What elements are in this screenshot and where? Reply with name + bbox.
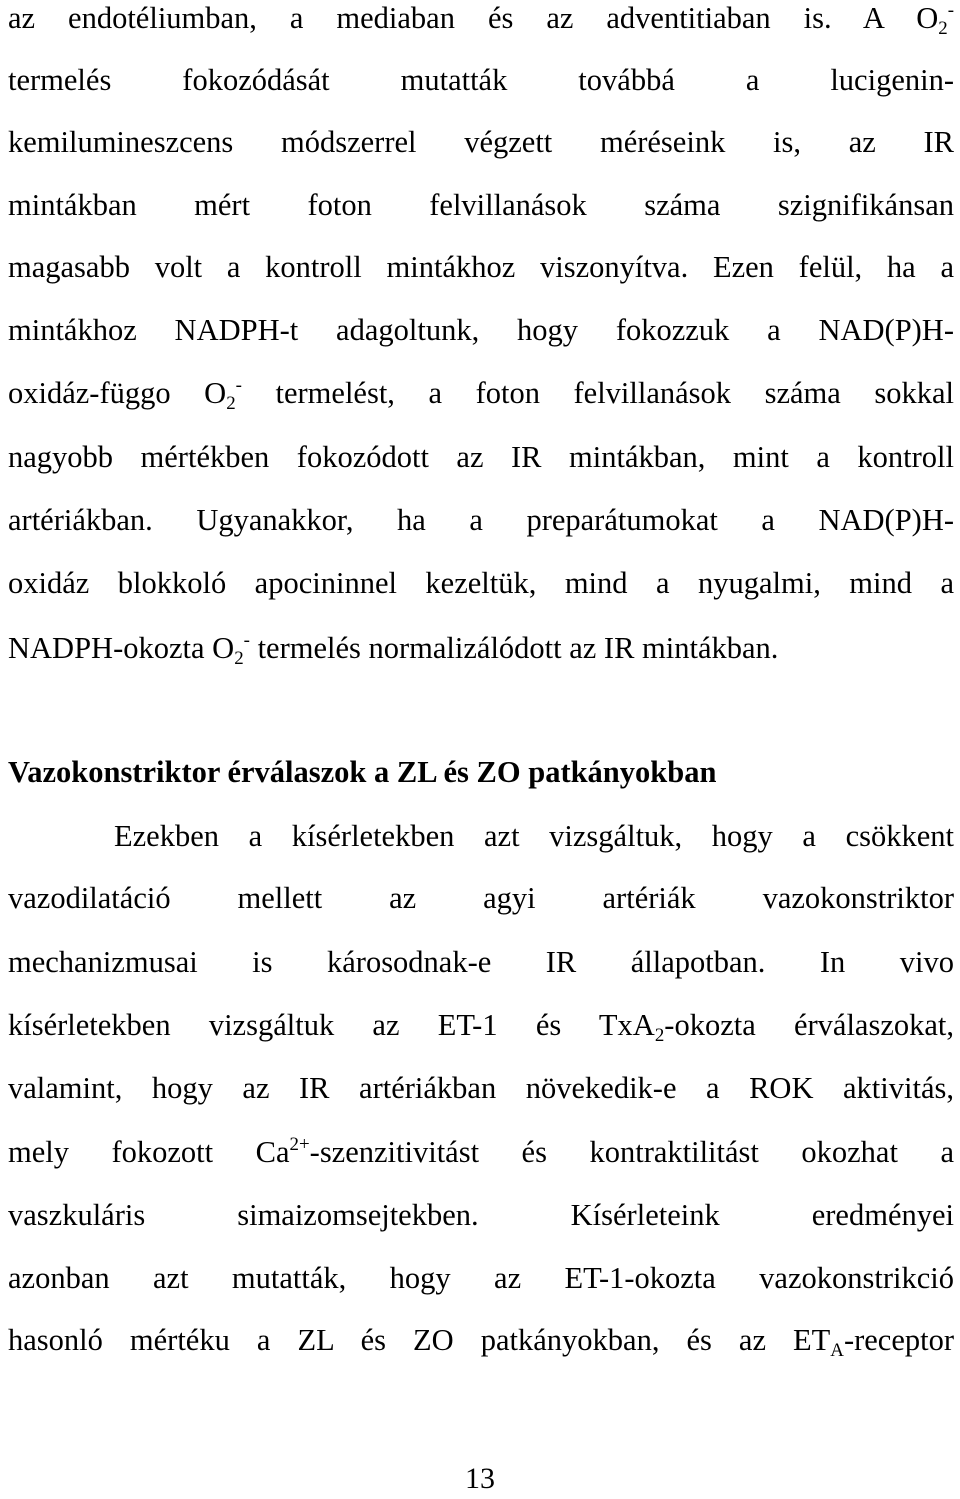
text-run: kísérletekben vizsgáltuk az ET-1 és TxA — [8, 1008, 655, 1042]
text-run: -receptor — [843, 1323, 954, 1357]
paragraph-1-line-5: magasabb volt a kontroll mintákhoz viszonyítva. Ezen felül, ha a — [8, 250, 954, 284]
subscript: 2 — [234, 648, 244, 670]
superscript: - — [947, 0, 954, 22]
paragraph-1-line-2: termelés fokozódását mutatták továbbá a lucigenin- — [8, 63, 954, 97]
text-run: hasonló mértéku a ZL és ZO patkányokban, és az ET — [8, 1323, 831, 1357]
paragraph-1-line-11 — [8, 630, 954, 670]
subscript: 2 — [226, 393, 236, 415]
superscript: - — [243, 630, 250, 652]
text-run: termelést, a foton felvillanások száma sokkal — [241, 376, 954, 410]
text-run: mely fokozott Ca — [8, 1135, 290, 1169]
paragraph-2-line-8: azonban azt mutatták, hogy az ET-1-okozta vazokonstrikció — [8, 1261, 954, 1295]
paragraph-2-line-5: valamint, hogy az IR artériákban növekedik-e a ROK aktivitás, — [8, 1071, 954, 1105]
paragraph-1-line-10: oxidáz blokkoló apocininnel kezeltük, mind a nyugalmi, mind a — [8, 566, 954, 600]
paragraph-1-line-8: nagyobb mértékben fokozódott az IR mintákban, mint a kontroll — [8, 440, 954, 474]
paragraph-2-line-9 — [8, 1322, 954, 1362]
superscript: 2+ — [289, 1134, 310, 1156]
paragraph-1-line-9: artériákban. Ugyanakkor, ha a preparátumokat a NAD(P)H- — [8, 503, 954, 537]
text-run: termelés normalizálódott az IR mintákban. — [249, 631, 779, 665]
paragraph-2-line-2: vazodilatáció mellett az agyi artériák vazokonstriktor — [8, 881, 954, 915]
paragraph-2-line-7: vaszkuláris simaizomsejtekben. Kísérleteink eredményei — [8, 1198, 954, 1232]
text-run: oxidáz-függo O — [8, 376, 227, 410]
text-run: NADPH-okozta O — [8, 631, 235, 665]
paragraph-1-line-1 — [8, 0, 954, 40]
page-number: 13 — [465, 1462, 495, 1495]
paragraph-2-line-3: mechanizmusai is károsodnak-e IR állapotban. In vivo — [8, 945, 954, 979]
paragraph-1-line-6: mintákhoz NADPH-t adagoltunk, hogy fokozzuk a NAD(P)H- — [8, 313, 954, 347]
paragraph-1-line-7 — [8, 375, 954, 415]
text-run: -szenzitivitást és kontraktilitást okozhat a — [309, 1135, 954, 1169]
text-run: -okozta érválaszokat, — [664, 1008, 955, 1042]
paragraph-1-line-3: kemilumineszcens módszerrel végzett méréseink is, az IR — [8, 125, 954, 159]
paragraph-1-line-4: mintákban mért foton felvillanások száma szignifikánsan — [8, 188, 954, 222]
superscript: - — [235, 375, 242, 397]
subscript: 2 — [654, 1025, 665, 1047]
text-run: az endotéliumban, a mediaban és az adventitiaban is. A O — [8, 1, 939, 35]
paragraph-2-line-1: Ezekben a kísérletekben azt vizsgáltuk, hogy a csökkent — [114, 819, 954, 853]
subscript: 2 — [938, 18, 948, 40]
section-heading: Vazokonstriktor érválaszok a ZL és ZO patkányokban — [8, 755, 717, 789]
paragraph-2-line-4 — [8, 1007, 955, 1047]
subscript: A — [830, 1340, 844, 1362]
paragraph-2-line-6 — [8, 1134, 954, 1170]
